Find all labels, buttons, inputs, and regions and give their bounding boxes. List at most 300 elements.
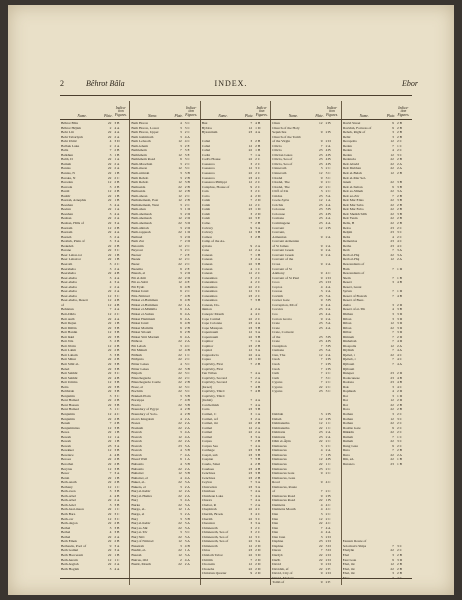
entry-figure: 2 B — [255, 421, 261, 426]
entry-plate: 7 — [250, 384, 253, 389]
entry-plate: 22 — [178, 521, 182, 526]
entry-figure: 3 B — [396, 198, 402, 203]
entry-figure: 2 D — [396, 398, 403, 403]
entry-figure: 2 D — [325, 552, 331, 557]
entry-figure: 3 C — [255, 516, 261, 521]
entry-figure: 1 D — [396, 266, 403, 271]
entry-name: Crete — [272, 339, 280, 344]
entry-name: Beth Emek — [61, 539, 77, 544]
entry-plate: 23 — [390, 230, 394, 235]
entry-name: Dilbat — [342, 330, 352, 335]
entry-name: Dalmanutha — [272, 421, 290, 426]
entry-plate: 3 — [320, 512, 323, 517]
entry-plate: 9 — [320, 302, 323, 307]
entry-plate: 12 — [107, 448, 112, 453]
entry-name: Davidsh, ef — [272, 566, 289, 571]
entry-plate: 22 — [107, 175, 112, 180]
entry-figure: 3 B — [255, 261, 261, 266]
entry-name: Bukei, el- — [131, 480, 146, 485]
entry-figure: 2 C — [184, 289, 190, 294]
entry-name: Beth Jeshimoth — [131, 134, 154, 139]
entry-name: Bezer — [131, 261, 140, 266]
entry-plate: 7 — [392, 143, 394, 148]
entry-name: Crete, Convent — [272, 330, 294, 335]
entry-plate: 7 — [392, 348, 394, 353]
entry-figure: 4 A — [325, 202, 331, 207]
entry-name: Berea — [61, 430, 70, 435]
entry-name: Captivity, Second — [201, 380, 227, 385]
entry-figure: 2 D — [184, 211, 191, 216]
entry-figure: 3 C — [184, 530, 190, 535]
entry-plate: 22 — [178, 466, 182, 471]
entry-figure: 2 C — [325, 166, 331, 171]
entry-figure: 4 B — [396, 293, 402, 298]
entry-plate: 3 — [392, 302, 394, 307]
entry-name: Behistun — [61, 307, 74, 312]
entry-name: Calno — [201, 221, 211, 226]
entry-name: Cappadocia — [201, 352, 219, 357]
entry-plate: 12 — [390, 562, 394, 567]
entry-plate: 22 — [390, 180, 394, 185]
entry-name: Camp of the As- — [201, 239, 226, 244]
entry-name: Bozrah — [131, 430, 142, 435]
entry-name: East Gate — [342, 557, 357, 562]
entry-figure: 1 D — [396, 393, 403, 398]
entry-figure: 2 B — [114, 343, 120, 348]
entry-name: Damascus — [272, 452, 287, 457]
entry-name: Comana — [272, 216, 284, 221]
entry-name: Caesarea — [201, 175, 215, 180]
entry-figure: 1 A — [184, 507, 190, 512]
entry-plate: 22 — [390, 407, 394, 412]
entry-figure: 2 C — [184, 193, 190, 198]
entry-figure: 2 D — [255, 543, 261, 548]
entry-plate: 22 — [107, 398, 112, 403]
entry-plate: 9 — [250, 571, 253, 576]
entry-figure: 2 B — [255, 361, 261, 366]
entry-plate: 3 — [392, 311, 394, 316]
entry-figure: 4 C — [325, 507, 331, 512]
entry-name: Chinnereth — [201, 525, 218, 530]
entry-figure: 2 B — [114, 180, 120, 185]
entry-name: Beer Lahairoi — [61, 257, 81, 262]
entry-name: Burj et-Tôr — [131, 530, 148, 535]
entry-plate: 22 — [248, 516, 253, 521]
entry-name: Bir Eyub — [131, 284, 145, 289]
entry-plate: 4 — [250, 307, 253, 312]
entry-name: David — [272, 562, 281, 567]
entry-name: Burga, el- — [131, 507, 146, 512]
entry-plate: 3 — [180, 211, 182, 216]
entry-plate: 22 — [319, 184, 323, 189]
entry-figure: 2 B — [184, 184, 190, 189]
entry-figure: 3 B — [396, 180, 402, 185]
entry-plate: 22 — [107, 216, 112, 221]
entry-plate: 4 — [320, 284, 323, 289]
entry-figure: 1 B — [114, 552, 120, 557]
entry-plate: 7 — [392, 361, 394, 366]
entry-plate: 22 — [390, 548, 394, 553]
entry-name: Cotton Grotto — [272, 316, 292, 321]
entry-name: Convent of St — [272, 266, 292, 271]
entry-plate: 23 — [248, 343, 253, 348]
entry-name: Beakdeh — [61, 243, 74, 248]
entry-plate: 22 — [107, 221, 112, 226]
entry-name: Dan Jaan — [272, 534, 286, 539]
entry-plate: 3 — [180, 530, 182, 535]
entry-figure: 3 B — [114, 489, 120, 494]
entry-plate: 4 — [250, 311, 253, 316]
entry-figure: 2 A — [325, 434, 331, 439]
entry-plate: 9 — [109, 543, 112, 548]
entry-plate: 22 — [107, 384, 112, 389]
entry-plate: 7 — [250, 498, 253, 503]
entry-name: Cape Carmel — [201, 316, 221, 321]
entry-figure: 4 B — [325, 457, 331, 462]
entry-figure: 2 C — [255, 161, 261, 166]
entry-figure: 2 C — [184, 257, 190, 262]
entry-plate: 22 — [107, 548, 112, 553]
entry-figure: 1 B — [114, 439, 120, 444]
entry-name: Armenian — [272, 234, 287, 239]
entry-plate: 4 — [180, 416, 182, 421]
entry-name: Bukeia, el — [131, 484, 146, 489]
entry-figure: 4 A — [255, 371, 261, 376]
entry-name: Balis — [61, 148, 69, 153]
entry-figure: 3 A — [255, 539, 261, 544]
entry-figure: 4 A — [325, 302, 331, 307]
entry-plate: 23 — [319, 193, 323, 198]
entry-name: Birket Mamilla — [131, 325, 154, 330]
entry-name: Cabul — [201, 139, 211, 144]
entry-figure: 3 C — [114, 371, 120, 376]
entry-plate: 23 — [248, 475, 253, 480]
entry-plate: 4 — [320, 502, 323, 507]
entry-name: Chinnereth — [201, 543, 218, 548]
entry-name: Beth-baal-meon — [61, 507, 84, 512]
entry-plate: 12 — [248, 248, 253, 253]
entry-name: Beresh — [61, 439, 71, 444]
entry-plate: 12 — [178, 434, 182, 439]
entry-figure: 2 A — [325, 252, 331, 257]
index-column-5 — [342, 120, 412, 585]
entry-name: Berytus — [61, 466, 73, 471]
entry-figure: 2 C — [255, 271, 261, 276]
entry-figure: 2 E — [184, 252, 190, 257]
entry-plate: 7 — [109, 471, 112, 476]
entry-name: Calah — [201, 207, 211, 212]
entry-figure: 3 B — [325, 334, 331, 339]
entry-plate: 4 — [180, 361, 182, 366]
entry-figure: 3 D — [114, 139, 120, 144]
entry-figure: 3 B — [184, 516, 190, 521]
entry-figure: 4 A — [325, 525, 331, 530]
entry-name: Burj — [131, 498, 138, 503]
entry-figure: 3 D — [255, 552, 261, 557]
entry-name: Chorazin — [201, 562, 215, 567]
entry-plate: 22 — [178, 375, 182, 380]
entry-name: Cuth — [272, 371, 280, 376]
entry-plate: 12 — [248, 271, 253, 276]
entry-plate: 4 — [250, 266, 253, 271]
entry-figure: 3 B — [114, 325, 120, 330]
entry-plate: 9 — [320, 180, 323, 185]
entry-figure: 3 C — [396, 416, 402, 421]
entry-figure: 3 D — [184, 221, 191, 226]
entry-figure: 4 A — [114, 275, 120, 280]
entry-name: Beth-shemesh — [131, 211, 152, 216]
entry-figure: 2 B — [114, 421, 120, 426]
entry-figure: 3 A — [114, 443, 120, 448]
entry-figure: 1 B — [325, 498, 331, 503]
entry-plate: 12 — [178, 180, 182, 185]
entry-plate: 23 — [319, 466, 323, 471]
entry-name: Damietta Mouth — [272, 507, 296, 512]
entry-plate: 22 — [107, 171, 112, 176]
entry-name: Cabul — [201, 148, 211, 153]
entry-name: Beresh — [61, 443, 71, 448]
entry-plate: 4 — [180, 475, 182, 480]
entry-plate: 7 — [392, 434, 394, 439]
entry-name: Dan — [272, 521, 279, 526]
entry-plate: 22 — [178, 525, 182, 530]
entry-name: Caphtor — [201, 339, 214, 344]
entry-plate: 22 — [319, 521, 323, 526]
entry-plate: 9 — [320, 471, 323, 476]
entry-figure: 2 D — [184, 239, 191, 244]
entry-plate: 7 — [320, 380, 323, 385]
entry-plate: 3 — [109, 152, 112, 157]
entry-name: Bir el-Kût — [131, 275, 146, 280]
entry-name: Carthage — [201, 448, 215, 453]
entry-plate: 22 — [178, 339, 182, 344]
entry-figure: 2 B — [184, 330, 190, 335]
entry-plate: 22 — [390, 211, 394, 216]
entry-name: Bezetha — [131, 266, 143, 271]
entry-name: Corruption, Mt of — [272, 302, 298, 307]
entry-name: Dinhabah — [342, 339, 357, 344]
entry-name: Calvary — [201, 225, 214, 230]
entry-name: Chios — [201, 548, 211, 553]
entry-figure: 4 B — [255, 384, 261, 389]
entry-name: Colossae — [272, 211, 285, 216]
entry-figure: 3 B — [114, 448, 120, 453]
entry-plate: 22 — [107, 348, 112, 353]
entry-name: Daran — [272, 548, 281, 553]
entry-figure: 2 C — [184, 248, 190, 253]
entry-figure: 2 A — [114, 284, 120, 289]
entry-figure: 2 B — [184, 412, 190, 416]
entry-name: Beni Hamad — [61, 398, 79, 403]
entry-plate: 7 — [250, 443, 253, 448]
entry-plate: 22 — [107, 166, 112, 171]
entry-name: Barsît — [61, 189, 70, 194]
entry-figure: 3 C — [184, 121, 190, 125]
entry-name: Bizjoth — [131, 371, 142, 376]
entry-figure: 2 B — [396, 221, 402, 226]
entry-figure: 3 B — [114, 389, 120, 394]
entry-name: Convent of the — [272, 257, 294, 262]
entry-name: Dan — [272, 530, 279, 535]
entry-name: Capernaum — [201, 334, 219, 339]
entry-name: Daphne — [272, 543, 284, 548]
entry-figure: 1 B — [396, 275, 402, 280]
entry-plate: 12 — [107, 311, 112, 316]
entry-figure: 2 A — [184, 562, 190, 567]
entry-figure: 3 C — [184, 361, 190, 366]
entry-figure: 4 B — [325, 161, 331, 166]
entry-plate: 9 — [392, 121, 394, 125]
entry-figure: 3 A — [396, 248, 402, 253]
entry-name: David, Modern — [272, 575, 294, 580]
entry-plate: 12 — [390, 257, 394, 262]
entry-figure: 4 A — [184, 434, 190, 439]
entry-name: Cairo — [201, 193, 210, 198]
entry-figure: 3 B — [255, 325, 261, 330]
entry-plate: 7 — [392, 448, 394, 453]
entry-figure: 2 A — [255, 502, 261, 507]
entry-name: Colchis — [272, 202, 284, 207]
entry-figure: 2 A — [325, 448, 331, 453]
entry-plate: 23 — [319, 334, 323, 339]
entry-name: Bazzah, Arnephis — [61, 198, 87, 203]
entry-plate: 3 — [250, 512, 253, 517]
entry-plate: 12 — [107, 330, 112, 335]
entry-name: Beeroth — [61, 261, 73, 266]
entry-figure: 2 D — [184, 216, 191, 221]
entry-plate: 3 — [109, 525, 112, 530]
entry-plate: 22 — [107, 361, 112, 366]
entry-name: Balkhun — [61, 152, 74, 157]
entry-plate: 22 — [107, 430, 112, 435]
entry-name: Dâm el-Âjân — [272, 439, 291, 444]
entry-figure: 2 E — [325, 580, 331, 585]
entry-plate: 3 — [392, 316, 394, 321]
entry-name: Beit Aulâ — [61, 316, 75, 321]
entry-plate: 7 — [250, 371, 253, 376]
entry-name: Beth-shemesh — [131, 216, 152, 221]
entry-figure: 2 B — [114, 480, 120, 485]
entry-name: Chebar, R — [201, 502, 217, 507]
entry-plate: 7 — [180, 252, 182, 257]
entry-figure: 2 C — [255, 202, 261, 207]
entry-plate: 22 — [107, 475, 112, 480]
entry-plate: 22 — [107, 248, 112, 253]
entry-plate: 3 — [109, 352, 112, 357]
entry-plate: 3 — [109, 211, 112, 216]
entry-name: Cliff of Ziz — [272, 189, 289, 194]
entry-name: Dalmanutha — [272, 425, 290, 430]
entry-plate: 22 — [390, 161, 394, 166]
column-header-1 — [60, 101, 130, 119]
entry-plate: 22 — [178, 352, 182, 357]
header-figures-label: Indica-tion Figures. — [326, 105, 339, 118]
entry-figure: 3 C — [184, 371, 190, 376]
page-header — [8, 79, 454, 91]
entry-name: Benjamin — [61, 393, 75, 398]
entry-plate: 22 — [178, 371, 182, 376]
entry-plate: 12 — [107, 302, 112, 307]
entry-plate: 3 — [109, 275, 112, 280]
entry-figure: 2 A — [184, 512, 190, 517]
entry-plate: 22 — [390, 325, 394, 330]
entry-plate: 22 — [178, 380, 182, 385]
entry-figure: 2 C — [184, 261, 190, 266]
entry-plate: 22 — [248, 157, 253, 162]
entry-plate: 12 — [178, 193, 182, 198]
entry-plate: 9 — [320, 580, 323, 585]
entry-plate: 12 — [178, 216, 182, 221]
entry-name: Dung Gate — [342, 443, 359, 448]
entry-name: Bozrah — [131, 443, 142, 448]
entry-figure: 2 A — [114, 534, 120, 539]
entry-figure: 2 A — [114, 166, 120, 171]
entry-figure: 2 B — [255, 143, 261, 148]
entry-figure: 2 B — [255, 462, 261, 467]
entry-name: Dothan — [342, 416, 354, 421]
entry-plate: 22 — [107, 325, 112, 330]
header-figures-label: Indica-tion Figures. — [185, 105, 198, 118]
entry-plate: 22 — [107, 161, 112, 166]
entry-plate: 22 — [107, 507, 112, 512]
entry-figure: 2 B — [255, 475, 261, 480]
entry-plate: 3 — [320, 412, 323, 416]
entry-plate: 22 — [390, 566, 394, 571]
entry-name: (Judah) — [201, 398, 213, 403]
entry-name: Caria — [201, 407, 210, 412]
entry-name: Beit Dûlân — [61, 325, 77, 330]
entry-figure: 2 B — [255, 343, 261, 348]
entry-plate: 7 — [250, 439, 253, 444]
entry-plate: 22 — [178, 493, 182, 498]
entry-figure: 4 A — [184, 498, 190, 503]
entry-name: Carmel — [201, 434, 213, 439]
entry-plate: 22 — [107, 289, 112, 294]
entry-name: Boundary of Solo- — [131, 412, 158, 416]
entry-plate: 23 — [319, 161, 323, 166]
entry-name: Djebeb, r — [342, 357, 356, 362]
entry-name: Desert of Bozrah — [342, 293, 367, 298]
entry-name: Buhairet — [131, 471, 144, 476]
entry-name: Desert — [342, 280, 352, 285]
entry-name: Barane — [61, 248, 72, 253]
entry-figure: 3 B — [255, 230, 261, 235]
entry-name: Carpus — [201, 439, 212, 444]
column-headers — [60, 101, 412, 120]
entry-figure: 3 B — [396, 184, 402, 189]
entry-figure: 2 B — [396, 566, 402, 571]
entry-plate: 12 — [107, 180, 112, 185]
entry-name: Bêhrot Bâla — [61, 121, 79, 125]
entry-plate: 22 — [107, 334, 112, 339]
entry-plate: 22 — [107, 230, 112, 235]
entry-plate: 3 — [392, 393, 394, 398]
entry-plate: 22 — [390, 252, 394, 257]
entry-name: Byblos — [201, 125, 212, 130]
entry-name: Bethel — [61, 534, 71, 539]
entry-plate: 23 — [319, 207, 323, 212]
entry-name: Dabeh — [272, 416, 282, 421]
entry-plate: 22 — [107, 462, 112, 467]
entry-name: Bamah — [61, 161, 72, 166]
entry-plate: 22 — [178, 302, 182, 307]
entry-name: Beth Ariel — [61, 502, 76, 507]
entry-plate: 23 — [319, 325, 323, 330]
entry-name: Damascus, Gate — [272, 475, 296, 480]
entry-name: Beth Zur — [131, 239, 145, 244]
entry-figure: 2 A — [325, 143, 331, 148]
entry-figure: 3 C — [255, 534, 261, 539]
